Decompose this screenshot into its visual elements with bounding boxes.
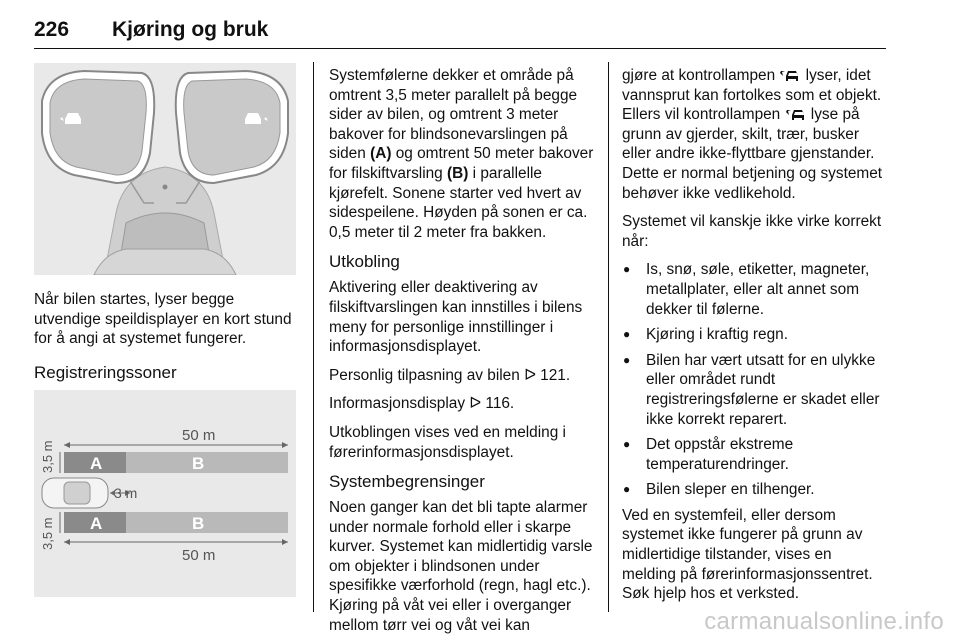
list-item: ● Bilen har vært utsatt for en ulykke eller området rundt registreringsfølerne er skadet eller ikke korrekt reparert. (622, 351, 888, 429)
mirror-car-svg (34, 63, 296, 275)
list-item: ● Det oppstår ekstreme temperaturendringer. (622, 435, 888, 474)
section-heading-utkobling: Utkobling (329, 252, 400, 272)
car-top-view (42, 478, 108, 508)
text-run: i parallelle kjørefelt. Sonene starter ved hvert av sidespeilene. Høyden på sonen er ca. 0,5 meter til 2 meter fra bakken. (329, 164, 588, 241)
mirror-caption: Når bilen startes, lyser begge utvendige speildisplayer en kort stund for å angi at systemet fungerer. (34, 291, 292, 348)
personalisation-reference[interactable]: Personlig tilpasning av bilen ᐅ 121. (329, 366, 571, 384)
zone-b-top (126, 452, 288, 473)
right-column (622, 66, 888, 613)
mirror-display-illustration (34, 63, 296, 275)
zone-a-label-bottom: A (90, 514, 103, 533)
list-item: ● Kjøring i kraftig regn. (622, 325, 888, 345)
rear-distance-label: 3 m (114, 485, 138, 501)
left-column (34, 290, 300, 388)
text-run: og omtrent 50 meter bakover for filskiftvarsling (329, 145, 594, 182)
distance-top-label: 50 m (182, 427, 216, 444)
page-header (34, 10, 886, 49)
info-display-reference[interactable]: Informasjonsdisplay ᐅ 116. (329, 395, 515, 413)
blind-spot-warning-icon (779, 69, 801, 82)
column-divider (313, 62, 314, 612)
list-item: ● Bilen sleper en tilhenger. (622, 480, 888, 500)
text-run: Systemfølerne dekker et område på omtrent 3,5 meter parallelt på begge sider av bilen, og omtrent 3 meter bakover for blindsonevarslingen på siden (329, 67, 578, 163)
zone-b-bottom (126, 512, 288, 533)
text-run: lyser, idet vannsprut kan fortolkes som et objekt. Ellers vil kontrollampen (622, 67, 882, 124)
deactivation-paragraph: Aktivering eller deaktivering av filskiftvarslingen kan innstilles i bilens meny for personlige innstillinger i informasjonsdisplayet. (329, 279, 583, 356)
section-heading-registreringssoner: Registreringssoner (34, 362, 177, 382)
system-fault-paragraph: Ved en systemfeil, eller dersom systemet ikke fungerer på grunn av midlertidige tilstander, vises en melding på førerinformasjonssentret. Søk hjelp hos et verksted. (622, 506, 873, 603)
deactivation-message-paragraph: Utkoblingen vises ved en melding i førerinformasjonsdisplayet. (329, 423, 566, 461)
limitations-paragraph: Noen ganger kan det bli tapte alarmer under normale forhold eller i skarpe kurver. Systemet kan midlertidig varsle om objekter i blindsonen under spesifikke værforhold (regn, hagl etc.). Kjøring på våt vei eller i overganger mellom tørr vei og våt vei kan (329, 499, 593, 634)
watermark: carmanualsonline.info (704, 608, 944, 635)
column-divider (608, 62, 609, 612)
page-number: 226 (34, 18, 70, 41)
zones-svg (34, 390, 296, 597)
conditions-intro: Systemet vil kanskje ikke virke korrekt når: (622, 213, 882, 250)
zone-b-ref: (B) (447, 164, 469, 182)
zone-a-ref: (A) (370, 145, 392, 163)
section-heading-systembegrensinger: Systembegrensinger (329, 472, 485, 492)
detection-zones-illustration (34, 390, 296, 597)
zone-b-label-bottom: B (192, 514, 205, 533)
side-top-label: 3,5 m (40, 440, 55, 473)
side-bottom-label: 3,5 m (40, 517, 55, 550)
text-run: lyse på grunn av gjerder, skilt, trær, busker eller andre ikke-flyttbare gjenstander. Dette er normal betjening og systemet behøver ikke vedlikehold. (622, 106, 883, 202)
page-title: Kjøring og bruk (112, 18, 269, 41)
zone-a-label-top: A (90, 454, 103, 473)
zone-b-label-top: B (192, 454, 205, 473)
text-run: gjøre at kontrollampen (622, 67, 780, 84)
control-lamp-paragraph (622, 66, 888, 203)
distance-bottom-label: 50 m (182, 547, 216, 564)
conditions-list (622, 260, 888, 500)
list-item: ● Is, snø, søle, etiketter, magneter, metallplater, eller alt annet som dekker til følerne. (622, 260, 888, 319)
middle-column (329, 66, 595, 644)
blind-spot-warning-icon (785, 108, 807, 121)
coverage-paragraph (329, 66, 595, 242)
